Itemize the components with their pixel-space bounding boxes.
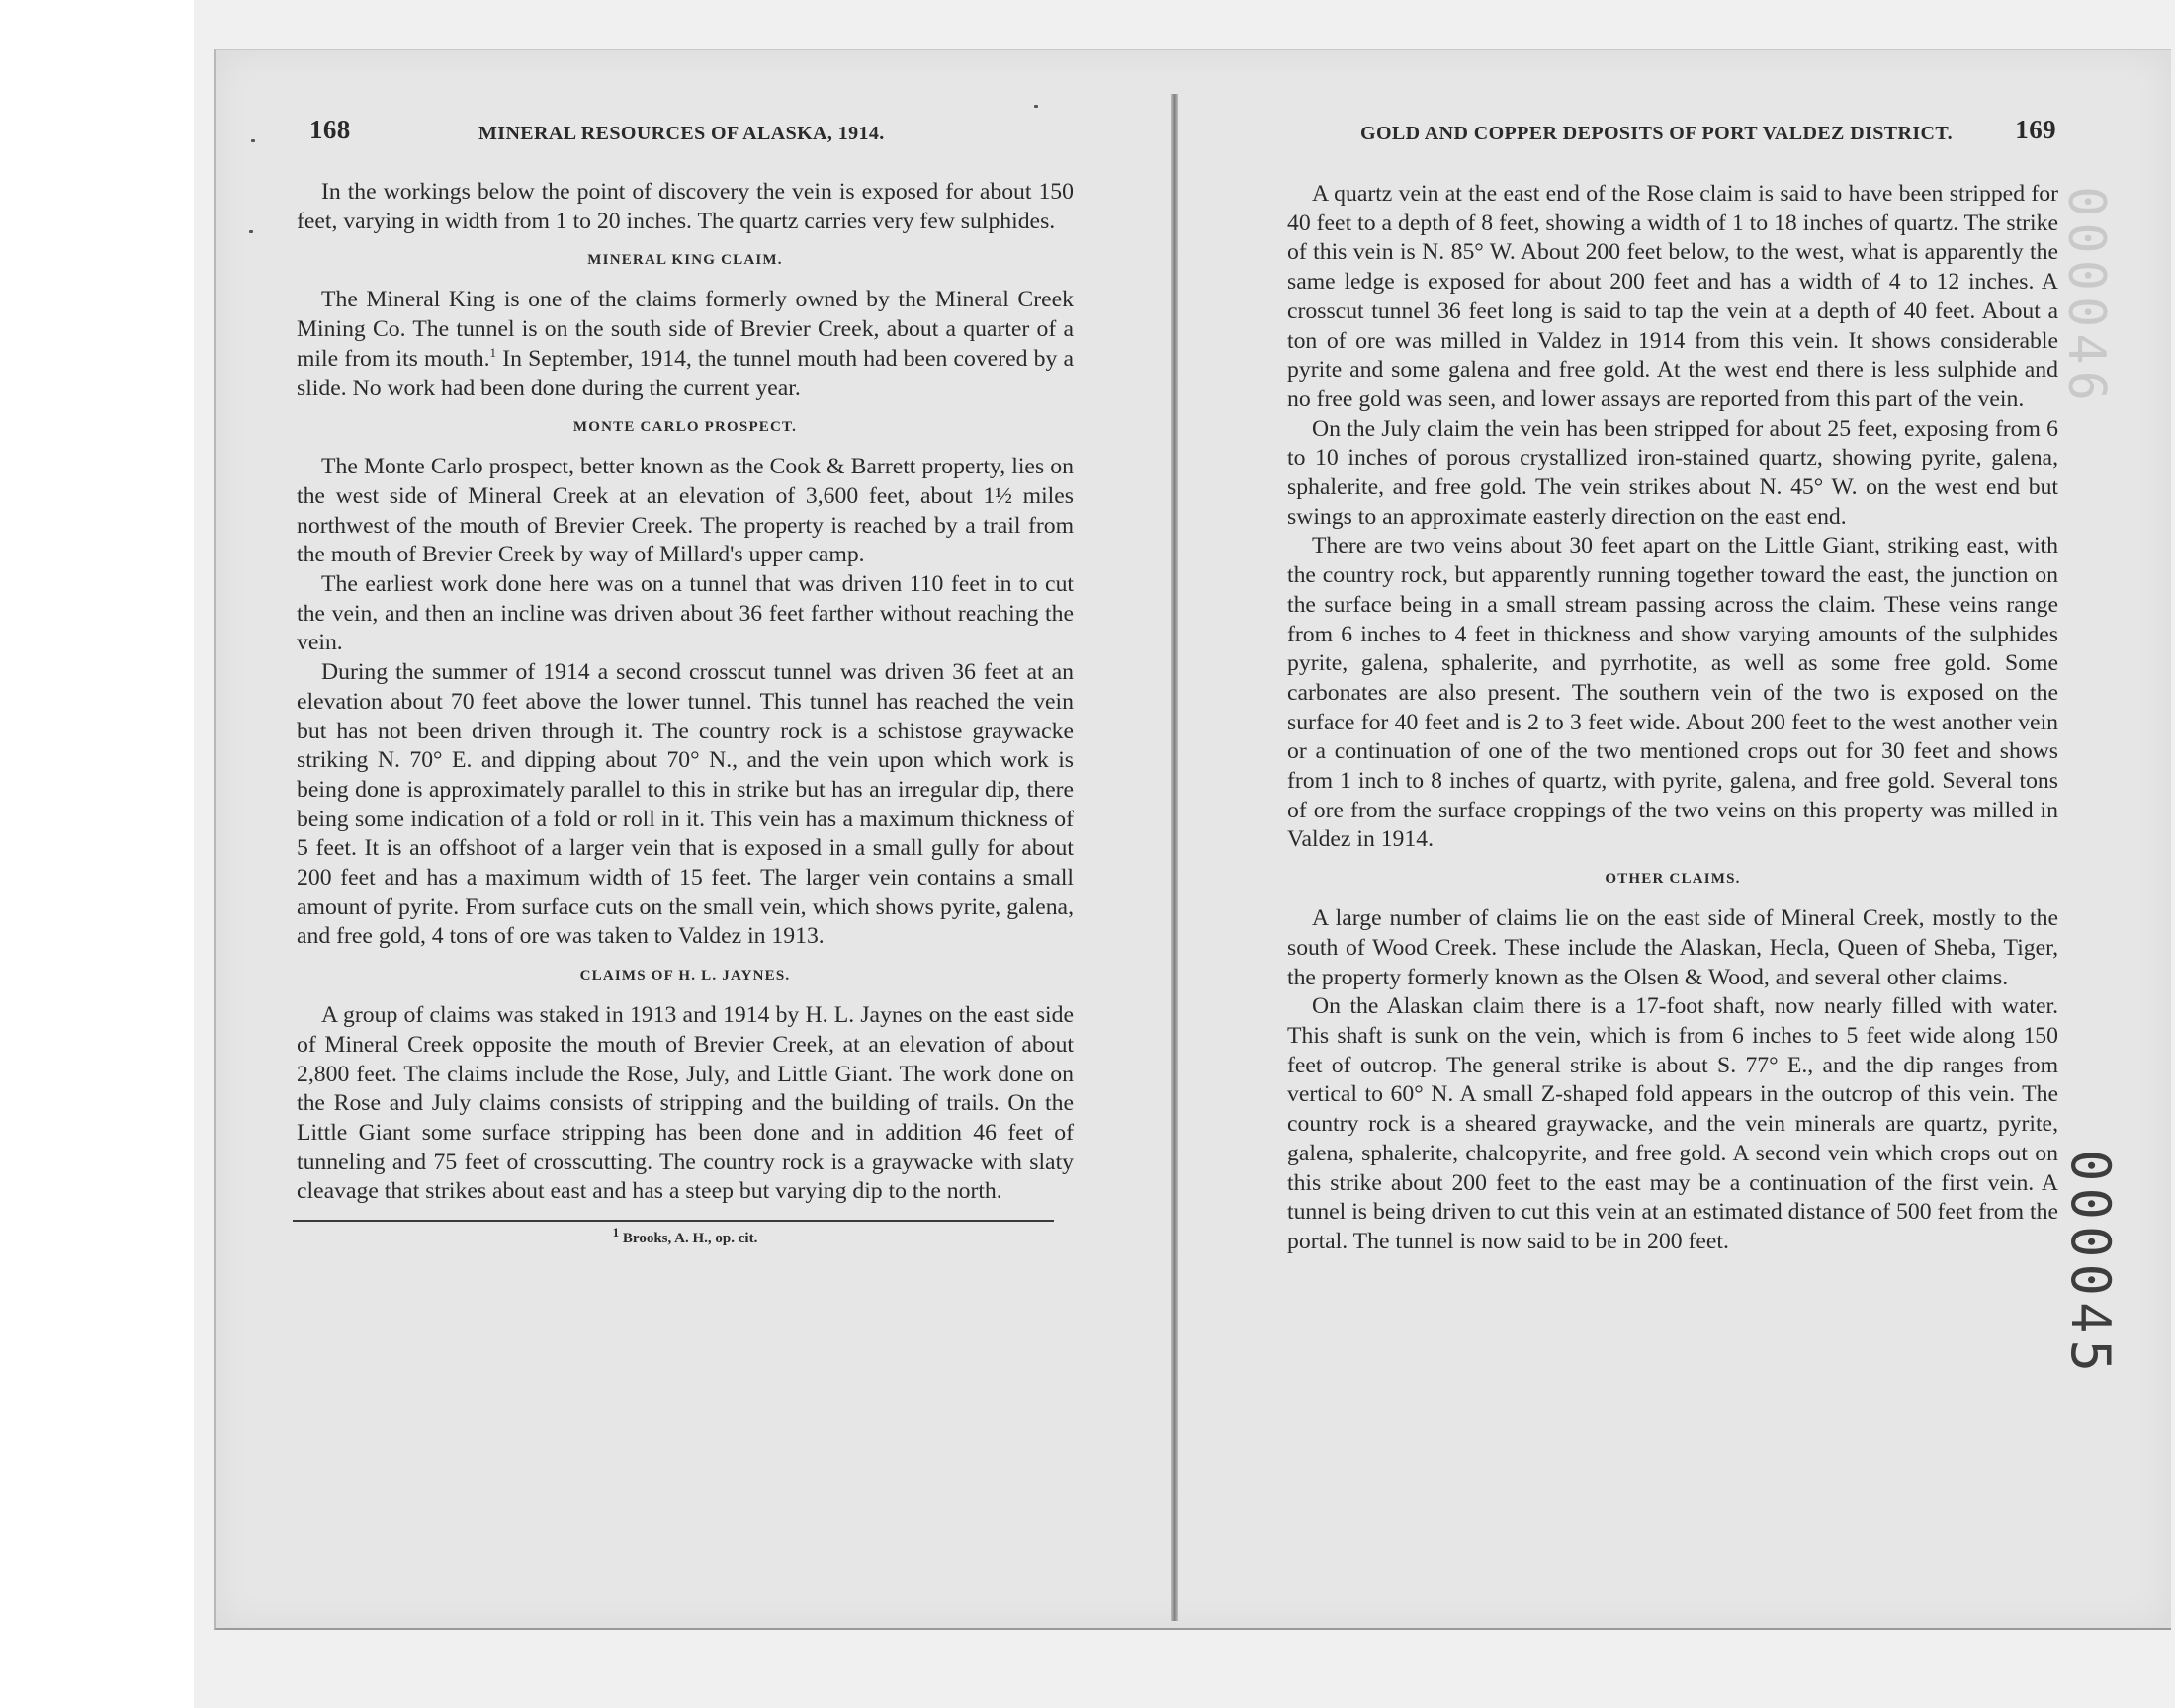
frame-number-stamp <box>2056 1149 2126 1378</box>
section-heading: CLAIMS OF H. L. JAYNES. <box>579 968 791 984</box>
paragraph-text: In September, 1914, the tunnel mouth had been covered by a slide. No work had been done during the current year. <box>297 345 1074 401</box>
faint-frame-number <box>2056 186 2116 407</box>
faint-frame-number-text: 000046 <box>2056 186 2116 407</box>
paragraph: On the July claim the vein has been stripped for about 25 feet, exposing from 6 to 10 inches of porous crystallized iron-stained quartz, showing pyrite, galena, sphalerite, and free gold. The vein strikes about N. 45° W. on the west end but swings to an approximate easterly direction on the east end. <box>1287 415 2058 530</box>
running-head: GOLD AND COPPER DEPOSITS OF PORT VALDEZ DISTRICT. <box>1360 123 1954 144</box>
scan-speck <box>251 139 255 142</box>
book-gutter <box>1171 94 1178 1621</box>
footnote-rule <box>293 1220 1054 1222</box>
paragraph: During the summer of 1914 a second crosscut tunnel was driven 36 feet at an elevation about 70 feet above the lower tunnel. This tunnel has reached the vein but has not been driven through it. The country rock is a schistose graywacke striking N. 70° E. and dipping about 70° N., and the vein upon which work is being done is approximately parallel to this in strike but has an irregular dip, there being some indication of a fold or roll in it. This vein has a maximum thickness of 5 feet. It is an offshoot of a larger vein that is exposed in a small gully for about 200 feet and has a maximum width of 15 feet. The larger vein contains a small amount of pyrite. From surface cuts on the small vein, which shows pyrite, galena, and free gold, 4 tons of ore was taken to Valdez in 1913. <box>297 659 1074 950</box>
paragraph: There are two veins about 30 feet apart on the Little Giant, striking east, with the country rock, but apparently running together toward the east, the junction on the surface being in a small stream passing across the claim. These veins range from 6 inches to 4 feet in thickness and show varying amounts of the sulphides pyrite, galena, sphalerite, and pyrrhotite, as well as some free gold. Some carbonates are also present. The southern vein of the two is exposed on the surface for 40 feet and is 2 to 3 feet wide. About 200 feet to the west another vein or a continuation of one of the two mentioned crops out for 30 feet and shows from 1 inch to 8 inches of quartz, with pyrite, galena, and free gold. Several tons of ore from the surface croppings of the two veins on this property was milled in Valdez in 1914. <box>1287 533 2058 853</box>
left-page-body <box>297 178 1074 1247</box>
footnote <box>297 1225 1074 1247</box>
paragraph: The Monte Carlo prospect, better known as the Cook & Barrett property, lies on the west side of Mineral Creek at an elevation of 3,600 feet, about 1½ miles northwest of the mouth of Brevier Creek. The property is reached by a trail from the mouth of Brevier Creek by way of Millard's upper camp. <box>297 454 1074 568</box>
running-head: MINERAL RESOURCES OF ALASKA, 1914. <box>478 123 885 144</box>
page-number: 169 <box>2015 115 2056 144</box>
page-number: 168 <box>309 115 351 144</box>
left-page-header <box>297 115 1074 150</box>
section-heading: OTHER CLAIMS. <box>1605 871 1741 888</box>
paragraph: In the workings below the point of discovery the vein is exposed for about 150 feet, varying in width from 1 to 20 inches. The quartz carries very few sulphides. <box>297 179 1074 234</box>
paragraph: A group of claims was staked in 1913 and 1914 by H. L. Jaynes on the east side of Mineral Creek opposite the mouth of Brevier Creek, at an elevation of about 2,800 feet. The claims include the Rose, July, and Little Giant. The work done on the Rose and July claims consists of stripping and the building of trails. On the Little Giant some surface stripping has been done and in addition 46 feet of tunneling and 75 feet of crosscutting. The country rock is a graywacke with slaty cleavage that strikes about east and has a steep but varying dip to the north. <box>297 1002 1074 1205</box>
footnote-mark: 1 <box>612 1225 620 1240</box>
paragraph: On the Alaskan claim there is a 17-foot shaft, now nearly filled with water. This shaft is sunk on the vein, which is from 6 inches to 5 feet wide along 150 feet of outcrop. The general strike is about S. 77° E., and the dip ranges from vertical to 60° N. A small Z-shaped fold appears in the outcrop of this vein. The country rock is a sheared graywacke, and the vein minerals are quartz, pyrite, galena, sphalerite, chalcopyrite, and free gold. A second vein which crops out on this strike about 200 feet to the east may be a continuation of the first vein. A tunnel is being driven to cut this vein at an estimated distance of 500 feet from the portal. The tunnel is now said to be in 200 feet. <box>1287 993 2058 1254</box>
footnote-reference: 1 <box>489 344 497 360</box>
section-heading: MINERAL KING CLAIM. <box>587 252 783 269</box>
right-page-body <box>1287 180 2058 1257</box>
paragraph: The earliest work done here was on a tunnel that was driven 110 feet in to cut the vein, and then an incline was driven about 36 feet farther without reaching the vein. <box>297 571 1074 656</box>
paragraph: A quartz vein at the east end of the Rose claim is said to have been stripped for 40 feet to a depth of 8 feet, showing a width of 1 to 18 inches of quartz. The strike of this vein is N. 85° W. About 200 feet below, to the west, what is apparently the same ledge is exposed for about 200 feet and has a width of 4 to 12 inches. A crosscut tunnel 36 feet long is said to tap the vein at a depth of 40 feet. About a ton of ore was milled in Valdez in 1914 from this vein. It shows considerable pyrite and some galena and free gold. At the west end there is less sulphide and no free gold was seen, and lower assays are reported from this part of the vein. <box>1287 181 2058 412</box>
frame-number-text: 000045 <box>2059 1149 2123 1378</box>
paragraph-text: The Mineral King is one of the claims formerly owned by the Mineral Creek Mining Co. The tunnel is on the south side of Brevier Creek, about a quarter of a mile from its mouth. <box>297 287 1074 372</box>
right-page-header <box>1287 115 2058 150</box>
footnote-text: Brooks, A. H., op. cit. <box>619 1231 758 1247</box>
paragraph: A large number of claims lie on the east side of Mineral Creek, mostly to the south of Wood Creek. These include the Alaskan, Hecla, Queen of Sheba, Tiger, the property formerly known as the Olsen & Wood, and several other claims. <box>1287 905 2058 990</box>
scan-speck <box>249 230 253 233</box>
section-heading: MONTE CARLO PROSPECT. <box>572 419 798 436</box>
paragraph <box>297 286 1074 403</box>
scan-speck <box>1034 105 1038 108</box>
